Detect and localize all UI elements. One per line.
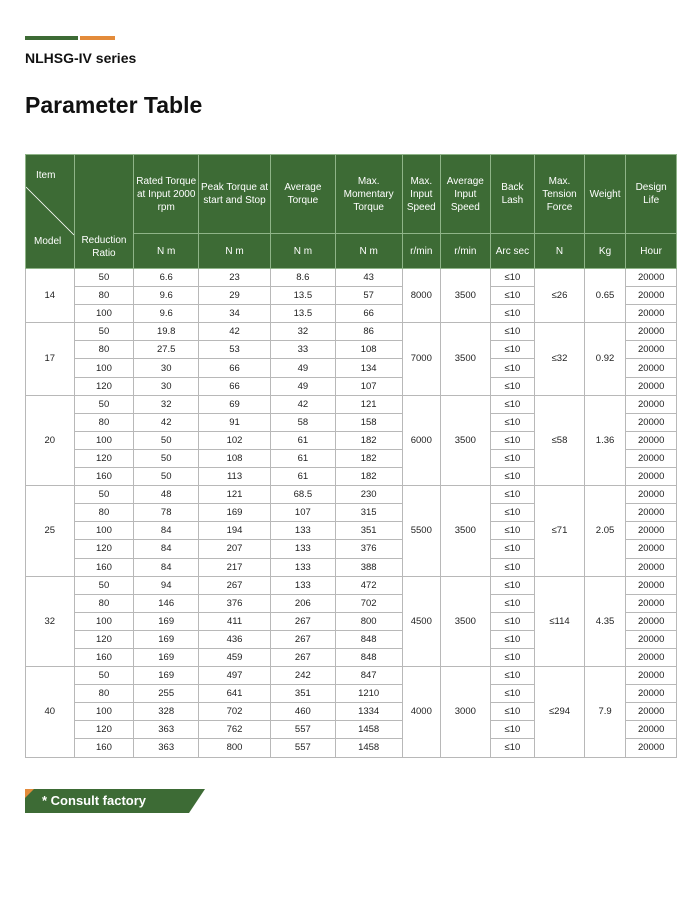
average-input-speed-cell: 3500 [441,576,491,666]
design-life-cell: 20000 [626,630,677,648]
max-torque-cell: 66 [335,305,402,323]
rated-torque-cell: 50 [134,449,199,467]
max-torque-cell: 134 [335,359,402,377]
ratio-cell: 50 [74,269,134,287]
ratio-cell: 80 [74,504,134,522]
peak-torque-cell: 121 [199,486,271,504]
design-life-cell: 20000 [626,594,677,612]
rated-torque-cell: 19.8 [134,323,199,341]
average-torque-cell: 68.5 [270,486,335,504]
peak-torque-cell: 66 [199,359,271,377]
design-life-cell: 20000 [626,287,677,305]
tension-force-cell: ≤26 [535,269,585,323]
item-model-corner [26,155,75,269]
peak-torque-cell: 267 [199,576,271,594]
rated-torque-cell: 42 [134,413,199,431]
design-life-cell: 20000 [626,359,677,377]
average-torque-cell: 49 [270,377,335,395]
average-torque-cell: 8.6 [270,269,335,287]
series-label: NLHSG-IV series [25,50,137,66]
peak-torque-cell: 497 [199,667,271,685]
rated-torque-cell: 363 [134,739,199,757]
unit-design-life: Hour [626,234,677,269]
ratio-cell: 160 [74,558,134,576]
model-cell: 20 [26,395,75,485]
rated-torque-cell: 169 [134,630,199,648]
average-torque-cell: 32 [270,323,335,341]
tension-force-cell: ≤32 [535,323,585,395]
ratio-cell: 100 [74,359,134,377]
peak-torque-cell: 436 [199,630,271,648]
rated-torque-cell: 9.6 [134,287,199,305]
back-lash-cell: ≤10 [490,359,535,377]
table-row [26,667,677,685]
back-lash-cell: ≤10 [490,667,535,685]
ratio-cell: 100 [74,305,134,323]
peak-torque-cell: 376 [199,594,271,612]
rated-torque-cell: 84 [134,540,199,558]
max-torque-cell: 847 [335,667,402,685]
ratio-cell: 50 [74,395,134,413]
average-torque-cell: 33 [270,341,335,359]
design-life-cell: 20000 [626,739,677,757]
unit-average-torque: N m [270,234,335,269]
header-reduction-ratio: Reduction Ratio [74,155,134,269]
header-max-momentary-torque: Max. Momentary Torque [335,155,402,234]
weight-cell: 0.65 [584,269,626,323]
rated-torque-cell: 146 [134,594,199,612]
max-torque-cell: 848 [335,648,402,666]
peak-torque-cell: 69 [199,395,271,413]
table-row [26,576,677,594]
consult-factory-banner [25,789,205,813]
average-torque-cell: 61 [270,449,335,467]
max-torque-cell: 86 [335,323,402,341]
average-torque-cell: 242 [270,667,335,685]
unit-max-input-speed: r/min [402,234,440,269]
weight-cell: 7.9 [584,667,626,757]
rated-torque-cell: 27.5 [134,341,199,359]
average-torque-cell: 557 [270,721,335,739]
peak-torque-cell: 53 [199,341,271,359]
ratio-cell: 100 [74,612,134,630]
back-lash-cell: ≤10 [490,323,535,341]
rated-torque-cell: 255 [134,685,199,703]
consult-factory-note: * Consult factory [42,793,147,808]
rated-torque-cell: 363 [134,721,199,739]
rated-torque-cell: 9.6 [134,305,199,323]
average-input-speed-cell: 3500 [441,486,491,576]
tension-force-cell: ≤294 [535,667,585,757]
average-torque-cell: 13.5 [270,287,335,305]
back-lash-cell: ≤10 [490,540,535,558]
design-life-cell: 20000 [626,685,677,703]
max-torque-cell: 182 [335,449,402,467]
average-torque-cell: 61 [270,431,335,449]
ratio-cell: 100 [74,522,134,540]
model-cell: 17 [26,323,75,395]
design-life-cell: 20000 [626,612,677,630]
design-life-cell: 20000 [626,431,677,449]
header-weight: Weight [584,155,626,234]
ratio-cell: 80 [74,685,134,703]
back-lash-cell: ≤10 [490,395,535,413]
design-life-cell: 20000 [626,395,677,413]
back-lash-cell: ≤10 [490,685,535,703]
unit-back-lash: Arc sec [490,234,535,269]
max-torque-cell: 388 [335,558,402,576]
ratio-cell: 80 [74,594,134,612]
unit-weight: Kg [584,234,626,269]
ratio-cell: 120 [74,377,134,395]
max-torque-cell: 1458 [335,739,402,757]
peak-torque-cell: 34 [199,305,271,323]
back-lash-cell: ≤10 [490,558,535,576]
design-life-cell: 20000 [626,449,677,467]
average-torque-cell: 13.5 [270,305,335,323]
rated-torque-cell: 328 [134,703,199,721]
max-input-speed-cell: 8000 [402,269,440,323]
ratio-cell: 80 [74,341,134,359]
back-lash-cell: ≤10 [490,287,535,305]
ratio-cell: 160 [74,648,134,666]
design-life-cell: 20000 [626,522,677,540]
header-average-input-speed: Average Input Speed [441,155,491,234]
accent-bar-orange [80,36,115,40]
parameter-table [25,154,677,758]
table-row [26,395,677,413]
back-lash-cell: ≤10 [490,431,535,449]
design-life-cell: 20000 [626,323,677,341]
back-lash-cell: ≤10 [490,341,535,359]
ratio-cell: 120 [74,540,134,558]
average-torque-cell: 61 [270,468,335,486]
max-torque-cell: 800 [335,612,402,630]
rated-torque-cell: 84 [134,522,199,540]
ratio-cell: 160 [74,468,134,486]
design-life-cell: 20000 [626,269,677,287]
corner-item-label: Item [36,170,56,181]
design-life-cell: 20000 [626,341,677,359]
max-torque-cell: 472 [335,576,402,594]
unit-average-input-speed: r/min [441,234,491,269]
rated-torque-cell: 84 [134,558,199,576]
header-max-tension-force: Max. Tension Force [535,155,585,234]
weight-cell: 4.35 [584,576,626,666]
back-lash-cell: ≤10 [490,522,535,540]
peak-torque-cell: 459 [199,648,271,666]
ratio-cell: 50 [74,323,134,341]
average-torque-cell: 267 [270,630,335,648]
unit-peak-torque: N m [199,234,271,269]
max-torque-cell: 107 [335,377,402,395]
peak-torque-cell: 411 [199,612,271,630]
tension-force-cell: ≤114 [535,576,585,666]
peak-torque-cell: 113 [199,468,271,486]
rated-torque-cell: 48 [134,486,199,504]
ratio-cell: 80 [74,287,134,305]
max-torque-cell: 121 [335,395,402,413]
back-lash-cell: ≤10 [490,468,535,486]
page-title: Parameter Table [25,92,203,118]
rated-torque-cell: 169 [134,667,199,685]
header-max-input-speed: Max. Input Speed [402,155,440,234]
back-lash-cell: ≤10 [490,377,535,395]
peak-torque-cell: 66 [199,377,271,395]
weight-cell: 1.36 [584,395,626,485]
max-torque-cell: 376 [335,540,402,558]
header-back-lash: Back Lash [490,155,535,234]
ratio-cell: 80 [74,413,134,431]
design-life-cell: 20000 [626,540,677,558]
model-cell: 25 [26,486,75,576]
ratio-cell: 50 [74,667,134,685]
back-lash-cell: ≤10 [490,576,535,594]
rated-torque-cell: 32 [134,395,199,413]
max-input-speed-cell: 7000 [402,323,440,395]
max-torque-cell: 182 [335,431,402,449]
max-input-speed-cell: 6000 [402,395,440,485]
header-rated-torque: Rated Torque at Input 2000 rpm [134,155,199,234]
max-torque-cell: 702 [335,594,402,612]
rated-torque-cell: 6.6 [134,269,199,287]
peak-torque-cell: 42 [199,323,271,341]
average-torque-cell: 460 [270,703,335,721]
peak-torque-cell: 91 [199,413,271,431]
average-torque-cell: 107 [270,504,335,522]
table-row [26,486,677,504]
peak-torque-cell: 217 [199,558,271,576]
design-life-cell: 20000 [626,504,677,522]
average-torque-cell: 42 [270,395,335,413]
rated-torque-cell: 169 [134,648,199,666]
back-lash-cell: ≤10 [490,721,535,739]
average-torque-cell: 49 [270,359,335,377]
average-torque-cell: 133 [270,558,335,576]
peak-torque-cell: 108 [199,449,271,467]
max-torque-cell: 1458 [335,721,402,739]
back-lash-cell: ≤10 [490,594,535,612]
back-lash-cell: ≤10 [490,648,535,666]
max-torque-cell: 848 [335,630,402,648]
back-lash-cell: ≤10 [490,449,535,467]
average-input-speed-cell: 3500 [441,395,491,485]
max-torque-cell: 158 [335,413,402,431]
peak-torque-cell: 800 [199,739,271,757]
average-torque-cell: 267 [270,648,335,666]
ratio-cell: 100 [74,703,134,721]
max-torque-cell: 182 [335,468,402,486]
tension-force-cell: ≤58 [535,395,585,485]
average-input-speed-cell: 3500 [441,269,491,323]
back-lash-cell: ≤10 [490,305,535,323]
header-design-life: Design Life [626,155,677,234]
design-life-cell: 20000 [626,576,677,594]
average-torque-cell: 351 [270,685,335,703]
max-torque-cell: 1210 [335,685,402,703]
design-life-cell: 20000 [626,377,677,395]
header-peak-torque: Peak Torque at start and Stop [199,155,271,234]
model-cell: 14 [26,269,75,323]
average-input-speed-cell: 3000 [441,667,491,757]
rated-torque-cell: 50 [134,431,199,449]
ratio-cell: 120 [74,449,134,467]
peak-torque-cell: 29 [199,287,271,305]
design-life-cell: 20000 [626,667,677,685]
max-input-speed-cell: 5500 [402,486,440,576]
peak-torque-cell: 194 [199,522,271,540]
unit-max-torque: N m [335,234,402,269]
ratio-cell: 120 [74,721,134,739]
ratio-cell: 100 [74,431,134,449]
ratio-cell: 50 [74,486,134,504]
table-row [26,269,677,287]
design-life-cell: 20000 [626,413,677,431]
model-cell: 32 [26,576,75,666]
back-lash-cell: ≤10 [490,739,535,757]
back-lash-cell: ≤10 [490,486,535,504]
back-lash-cell: ≤10 [490,630,535,648]
unit-rated-torque: N m [134,234,199,269]
max-torque-cell: 43 [335,269,402,287]
rated-torque-cell: 78 [134,504,199,522]
max-input-speed-cell: 4500 [402,576,440,666]
rated-torque-cell: 30 [134,359,199,377]
table-body [26,269,677,758]
ratio-cell: 50 [74,576,134,594]
weight-cell: 0.92 [584,323,626,395]
max-torque-cell: 230 [335,486,402,504]
average-torque-cell: 133 [270,522,335,540]
rated-torque-cell: 50 [134,468,199,486]
peak-torque-cell: 762 [199,721,271,739]
ratio-cell: 120 [74,630,134,648]
average-torque-cell: 58 [270,413,335,431]
design-life-cell: 20000 [626,721,677,739]
header-average-torque: Average Torque [270,155,335,234]
max-input-speed-cell: 4000 [402,667,440,757]
model-cell: 40 [26,667,75,757]
design-life-cell: 20000 [626,305,677,323]
average-torque-cell: 133 [270,576,335,594]
back-lash-cell: ≤10 [490,703,535,721]
max-torque-cell: 315 [335,504,402,522]
average-torque-cell: 557 [270,739,335,757]
corner-model-label: Model [34,236,62,247]
table-row [26,323,677,341]
average-torque-cell: 133 [270,540,335,558]
design-life-cell: 20000 [626,468,677,486]
average-input-speed-cell: 3500 [441,323,491,395]
back-lash-cell: ≤10 [490,612,535,630]
design-life-cell: 20000 [626,703,677,721]
back-lash-cell: ≤10 [490,413,535,431]
max-torque-cell: 1334 [335,703,402,721]
back-lash-cell: ≤10 [490,504,535,522]
peak-torque-cell: 102 [199,431,271,449]
weight-cell: 2.05 [584,486,626,576]
peak-torque-cell: 169 [199,504,271,522]
max-torque-cell: 351 [335,522,402,540]
accent-bar-green [25,36,78,40]
peak-torque-cell: 702 [199,703,271,721]
average-torque-cell: 206 [270,594,335,612]
unit-tension-force: N [535,234,585,269]
average-torque-cell: 267 [270,612,335,630]
design-life-cell: 20000 [626,558,677,576]
peak-torque-cell: 641 [199,685,271,703]
tension-force-cell: ≤71 [535,486,585,576]
max-torque-cell: 108 [335,341,402,359]
design-life-cell: 20000 [626,486,677,504]
rated-torque-cell: 169 [134,612,199,630]
peak-torque-cell: 23 [199,269,271,287]
ratio-cell: 160 [74,739,134,757]
back-lash-cell: ≤10 [490,269,535,287]
rated-torque-cell: 30 [134,377,199,395]
peak-torque-cell: 207 [199,540,271,558]
rated-torque-cell: 94 [134,576,199,594]
design-life-cell: 20000 [626,648,677,666]
max-torque-cell: 57 [335,287,402,305]
